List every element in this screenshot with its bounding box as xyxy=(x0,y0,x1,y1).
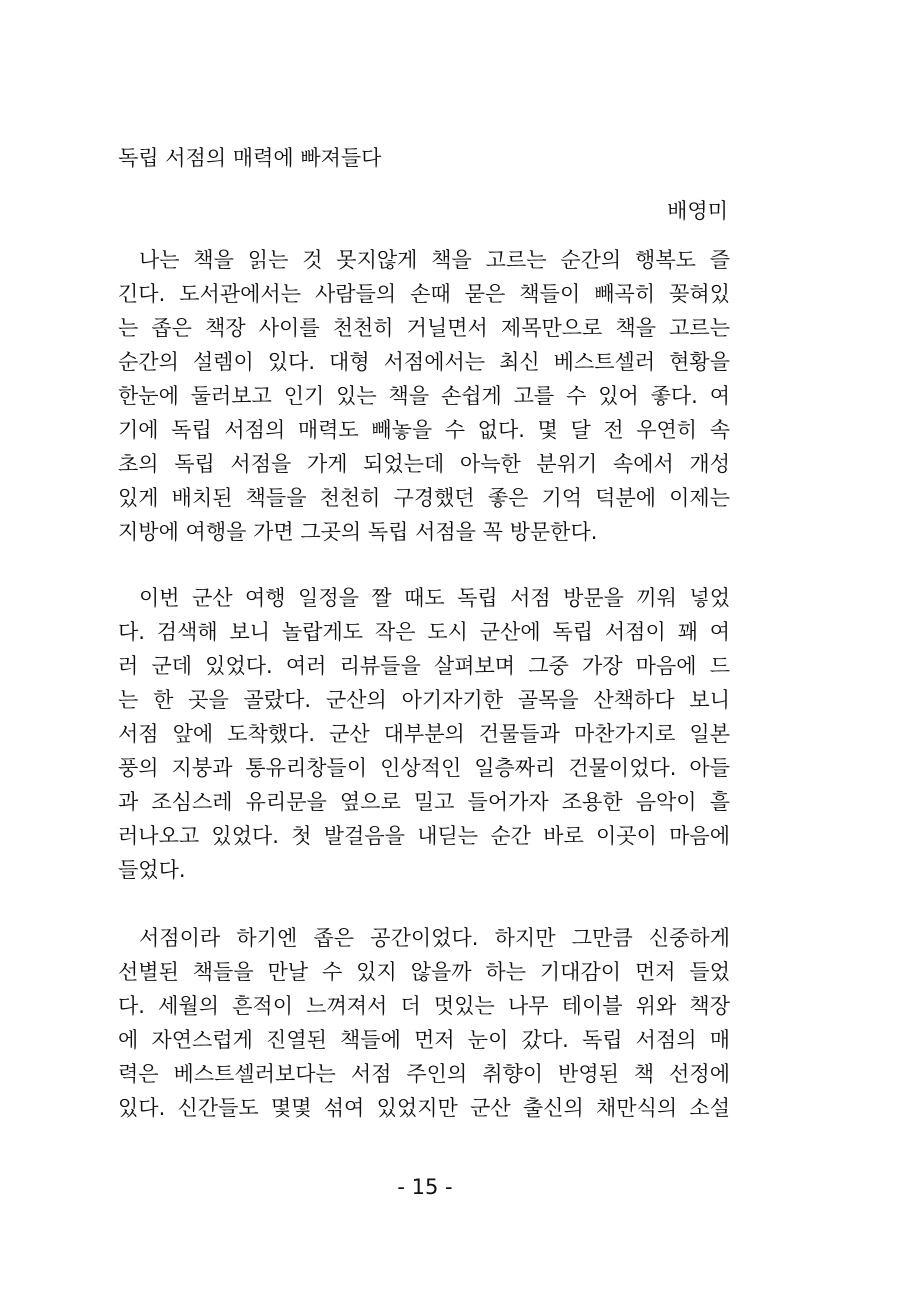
author-name: 배영미 xyxy=(667,199,728,223)
paragraph-line: 기에 독립 서점의 매력도 빼놓을 수 없다. 몇 달 전 우연히 속 xyxy=(118,418,730,442)
paragraph-line: 있다. 신간들도 몇몇 섞여 있었지만 군산 출신의 채만식의 소설 xyxy=(118,1096,730,1120)
paragraph-line: 서점이라 하기엔 좁은 공간이었다. 하지만 그만큼 신중하게 xyxy=(139,926,730,950)
paragraph-line: 지방에 여행을 가면 그곳의 독립 서점을 꼭 방문한다. xyxy=(118,520,598,544)
paragraph-line: 다. 세월의 흔적이 느껴져서 더 멋있는 나무 테이블 위와 책장 xyxy=(118,994,730,1018)
paragraph-line: 러 군데 있었다. 여러 리뷰들을 살펴보며 그중 가장 마음에 드 xyxy=(118,654,730,678)
paragraph-line: 이번 군산 여행 일정을 짤 때도 독립 서점 방문을 끼워 넣었 xyxy=(139,586,730,610)
paragraph-line: 력은 베스트셀러보다는 서점 주인의 취향이 반영된 책 선정에 xyxy=(118,1062,730,1086)
paragraph-line: 에 자연스럽게 진열된 책들에 먼저 눈이 갔다. 독립 서점의 매 xyxy=(118,1028,730,1052)
paragraph-line: 순간의 설렘이 있다. 대형 서점에서는 최신 베스트셀러 현황을 xyxy=(118,350,730,374)
paragraph-2 xyxy=(118,581,730,887)
paragraph-line: 러나오고 있었다. 첫 발걸음을 내딛는 순간 바로 이곳이 마음에 xyxy=(118,824,730,848)
paragraph-line: 는 한 곳을 골랐다. 군산의 아기자기한 골목을 산책하다 보니 xyxy=(118,688,730,712)
paragraph-line: 한눈에 둘러보고 인기 있는 책을 손쉽게 고를 수 있어 좋다. 여 xyxy=(118,384,730,408)
paragraph-line: 과 조심스레 유리문을 옆으로 밀고 들어가자 조용한 음악이 흘 xyxy=(118,790,730,814)
paragraph-line: 들었다. xyxy=(118,858,186,882)
page-number: - 15 - xyxy=(397,1175,453,1199)
paragraph-line: 서점 앞에 도착했다. 군산 대부분의 건물들과 마찬가지로 일본 xyxy=(118,722,730,746)
paragraph-line: 있게 배치된 책들을 천천히 구경했던 좋은 기억 덕분에 이제는 xyxy=(118,486,730,510)
paragraph-line: 는 좁은 책장 사이를 천천히 거닐면서 제목만으로 책을 고르는 xyxy=(118,316,730,340)
paragraph-3 xyxy=(118,921,730,1125)
paragraph-line: 초의 독립 서점을 가게 되었는데 아늑한 분위기 속에서 개성 xyxy=(118,452,730,476)
paragraph-line: 풍의 지붕과 통유리창들이 인상적인 일층짜리 건물이었다. 아들 xyxy=(118,756,730,780)
paragraph-line: 긴다. 도서관에서는 사람들의 손때 묻은 책들이 빼곡히 꽂혀있 xyxy=(118,282,730,306)
paragraph-line: 나는 책을 읽는 것 못지않게 책을 고르는 순간의 행복도 즐 xyxy=(139,248,730,272)
paragraph-line: 다. 검색해 보니 놀랍게도 작은 도시 군산에 독립 서점이 꽤 여 xyxy=(118,620,730,644)
paragraph-line: 선별된 책들을 만날 수 있지 않을까 하는 기대감이 먼저 들었 xyxy=(118,960,730,984)
essay-title: 독립 서점의 매력에 빠져들다 xyxy=(118,146,382,170)
paragraph-1 xyxy=(118,243,730,549)
